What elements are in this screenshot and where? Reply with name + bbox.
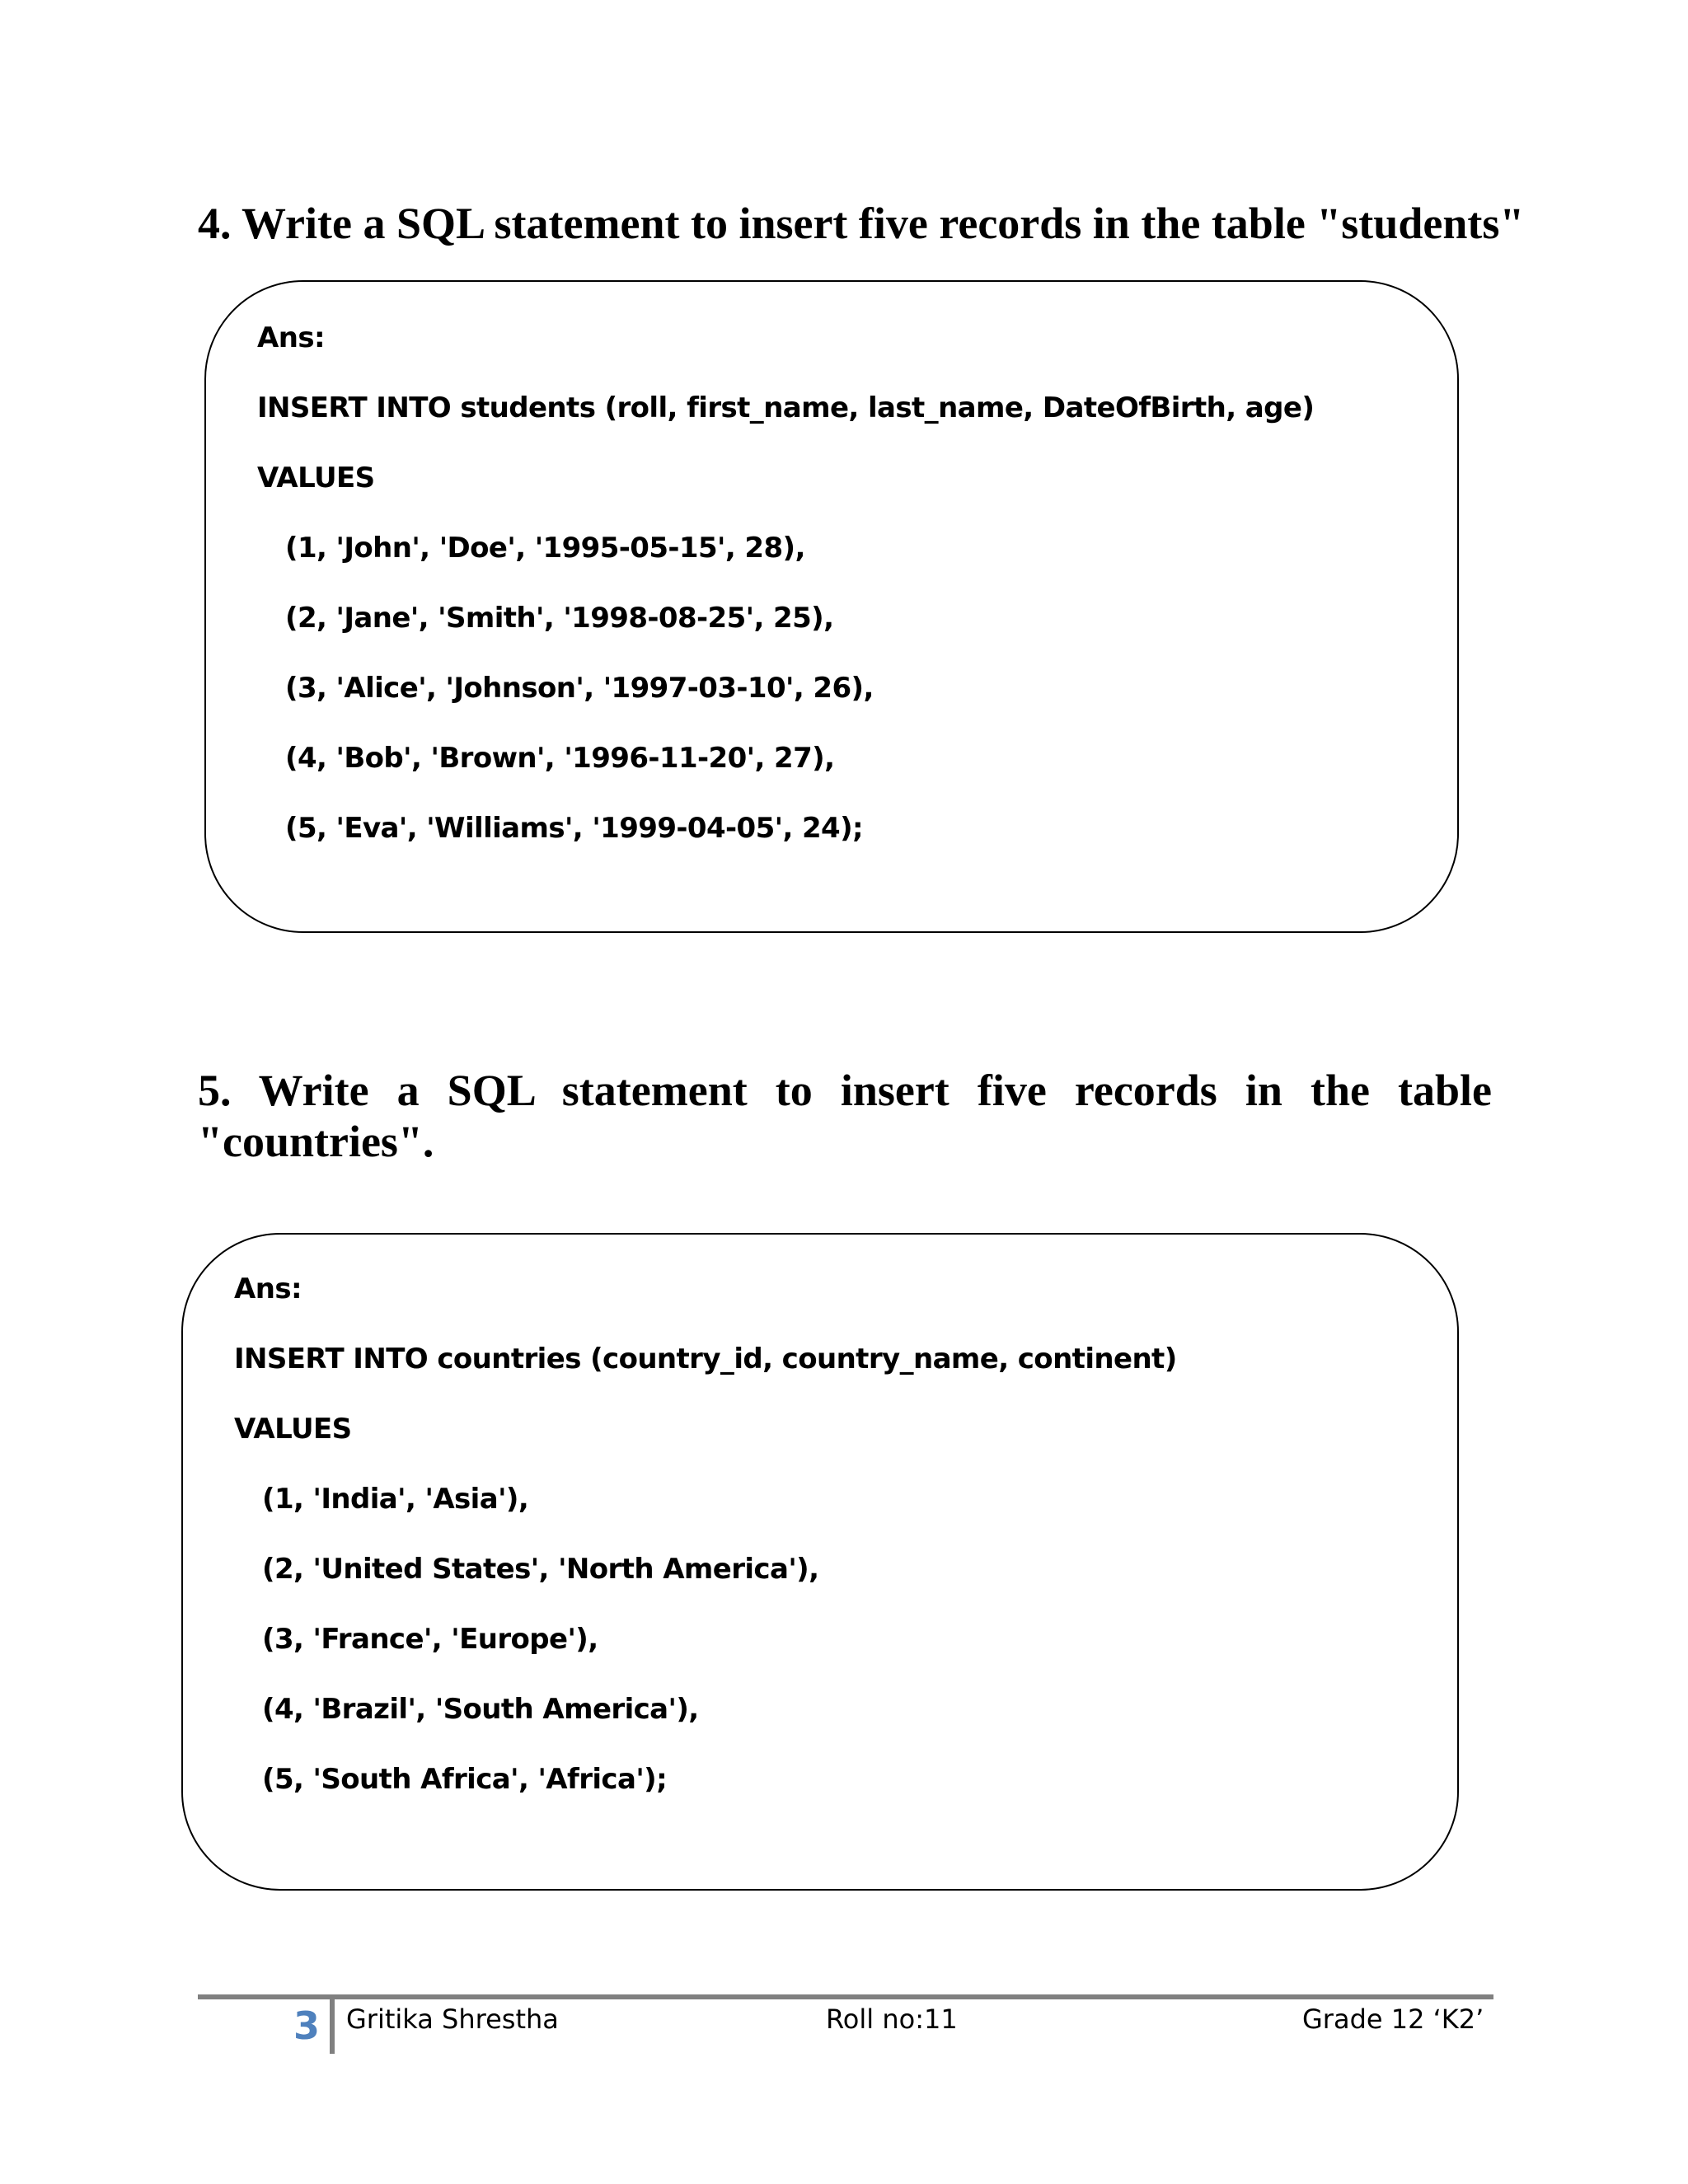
sql-values-line: VALUES (234, 1413, 352, 1446)
answer-label: Ans: (234, 1272, 302, 1305)
footer-roll: Roll no:11 (826, 2004, 958, 2035)
footer-grade: Grade 12 ‘K2’ (1302, 2004, 1484, 2035)
sql-record-line: (3, 'France', 'Europe'), (262, 1623, 598, 1656)
sql-record-line: (4, 'Bob', 'Brown', '1996-11-20', 27), (285, 742, 835, 775)
sql-record-line: (5, 'Eva', 'Williams', '1999-04-05', 24); (285, 812, 864, 845)
sql-insert-line: INSERT INTO students (roll, first_name, last_name, DateOfBirth, age) (257, 391, 1315, 424)
sql-record-line: (3, 'Alice', 'Johnson', '1997-03-10', 26), (285, 672, 874, 705)
question-4-heading: 4. Write a SQL statement to insert five records in the table "students" (198, 199, 1525, 248)
sql-record-line: (2, 'United States', 'North America'), (262, 1553, 819, 1586)
sql-record-line: (4, 'Brazil', 'South America'), (262, 1693, 699, 1726)
footer-divider (330, 1999, 335, 2054)
question-5-heading: 5. Write a SQL statement to insert five records in the table "countries". (198, 1066, 1492, 1166)
answer-box-question-5 (181, 1233, 1459, 1891)
footer-rule (198, 1994, 1493, 1999)
answer-label: Ans: (257, 321, 325, 354)
sql-record-line: (5, 'South Africa', 'Africa'); (262, 1763, 668, 1796)
sql-values-line: VALUES (257, 462, 375, 494)
sql-insert-line: INSERT INTO countries (country_id, country_name, continent) (234, 1343, 1177, 1376)
sql-record-line: (2, 'Jane', 'Smith', '1998-08-25', 25), (285, 602, 834, 635)
sql-record-line: (1, 'India', 'Asia'), (262, 1483, 529, 1516)
answer-box-question-4 (204, 280, 1459, 933)
footer-author: Gritika Shrestha (346, 2004, 559, 2035)
sql-record-line: (1, 'John', 'Doe', '1995-05-15', 28), (285, 532, 805, 565)
page-number: 3 (293, 2004, 321, 2048)
